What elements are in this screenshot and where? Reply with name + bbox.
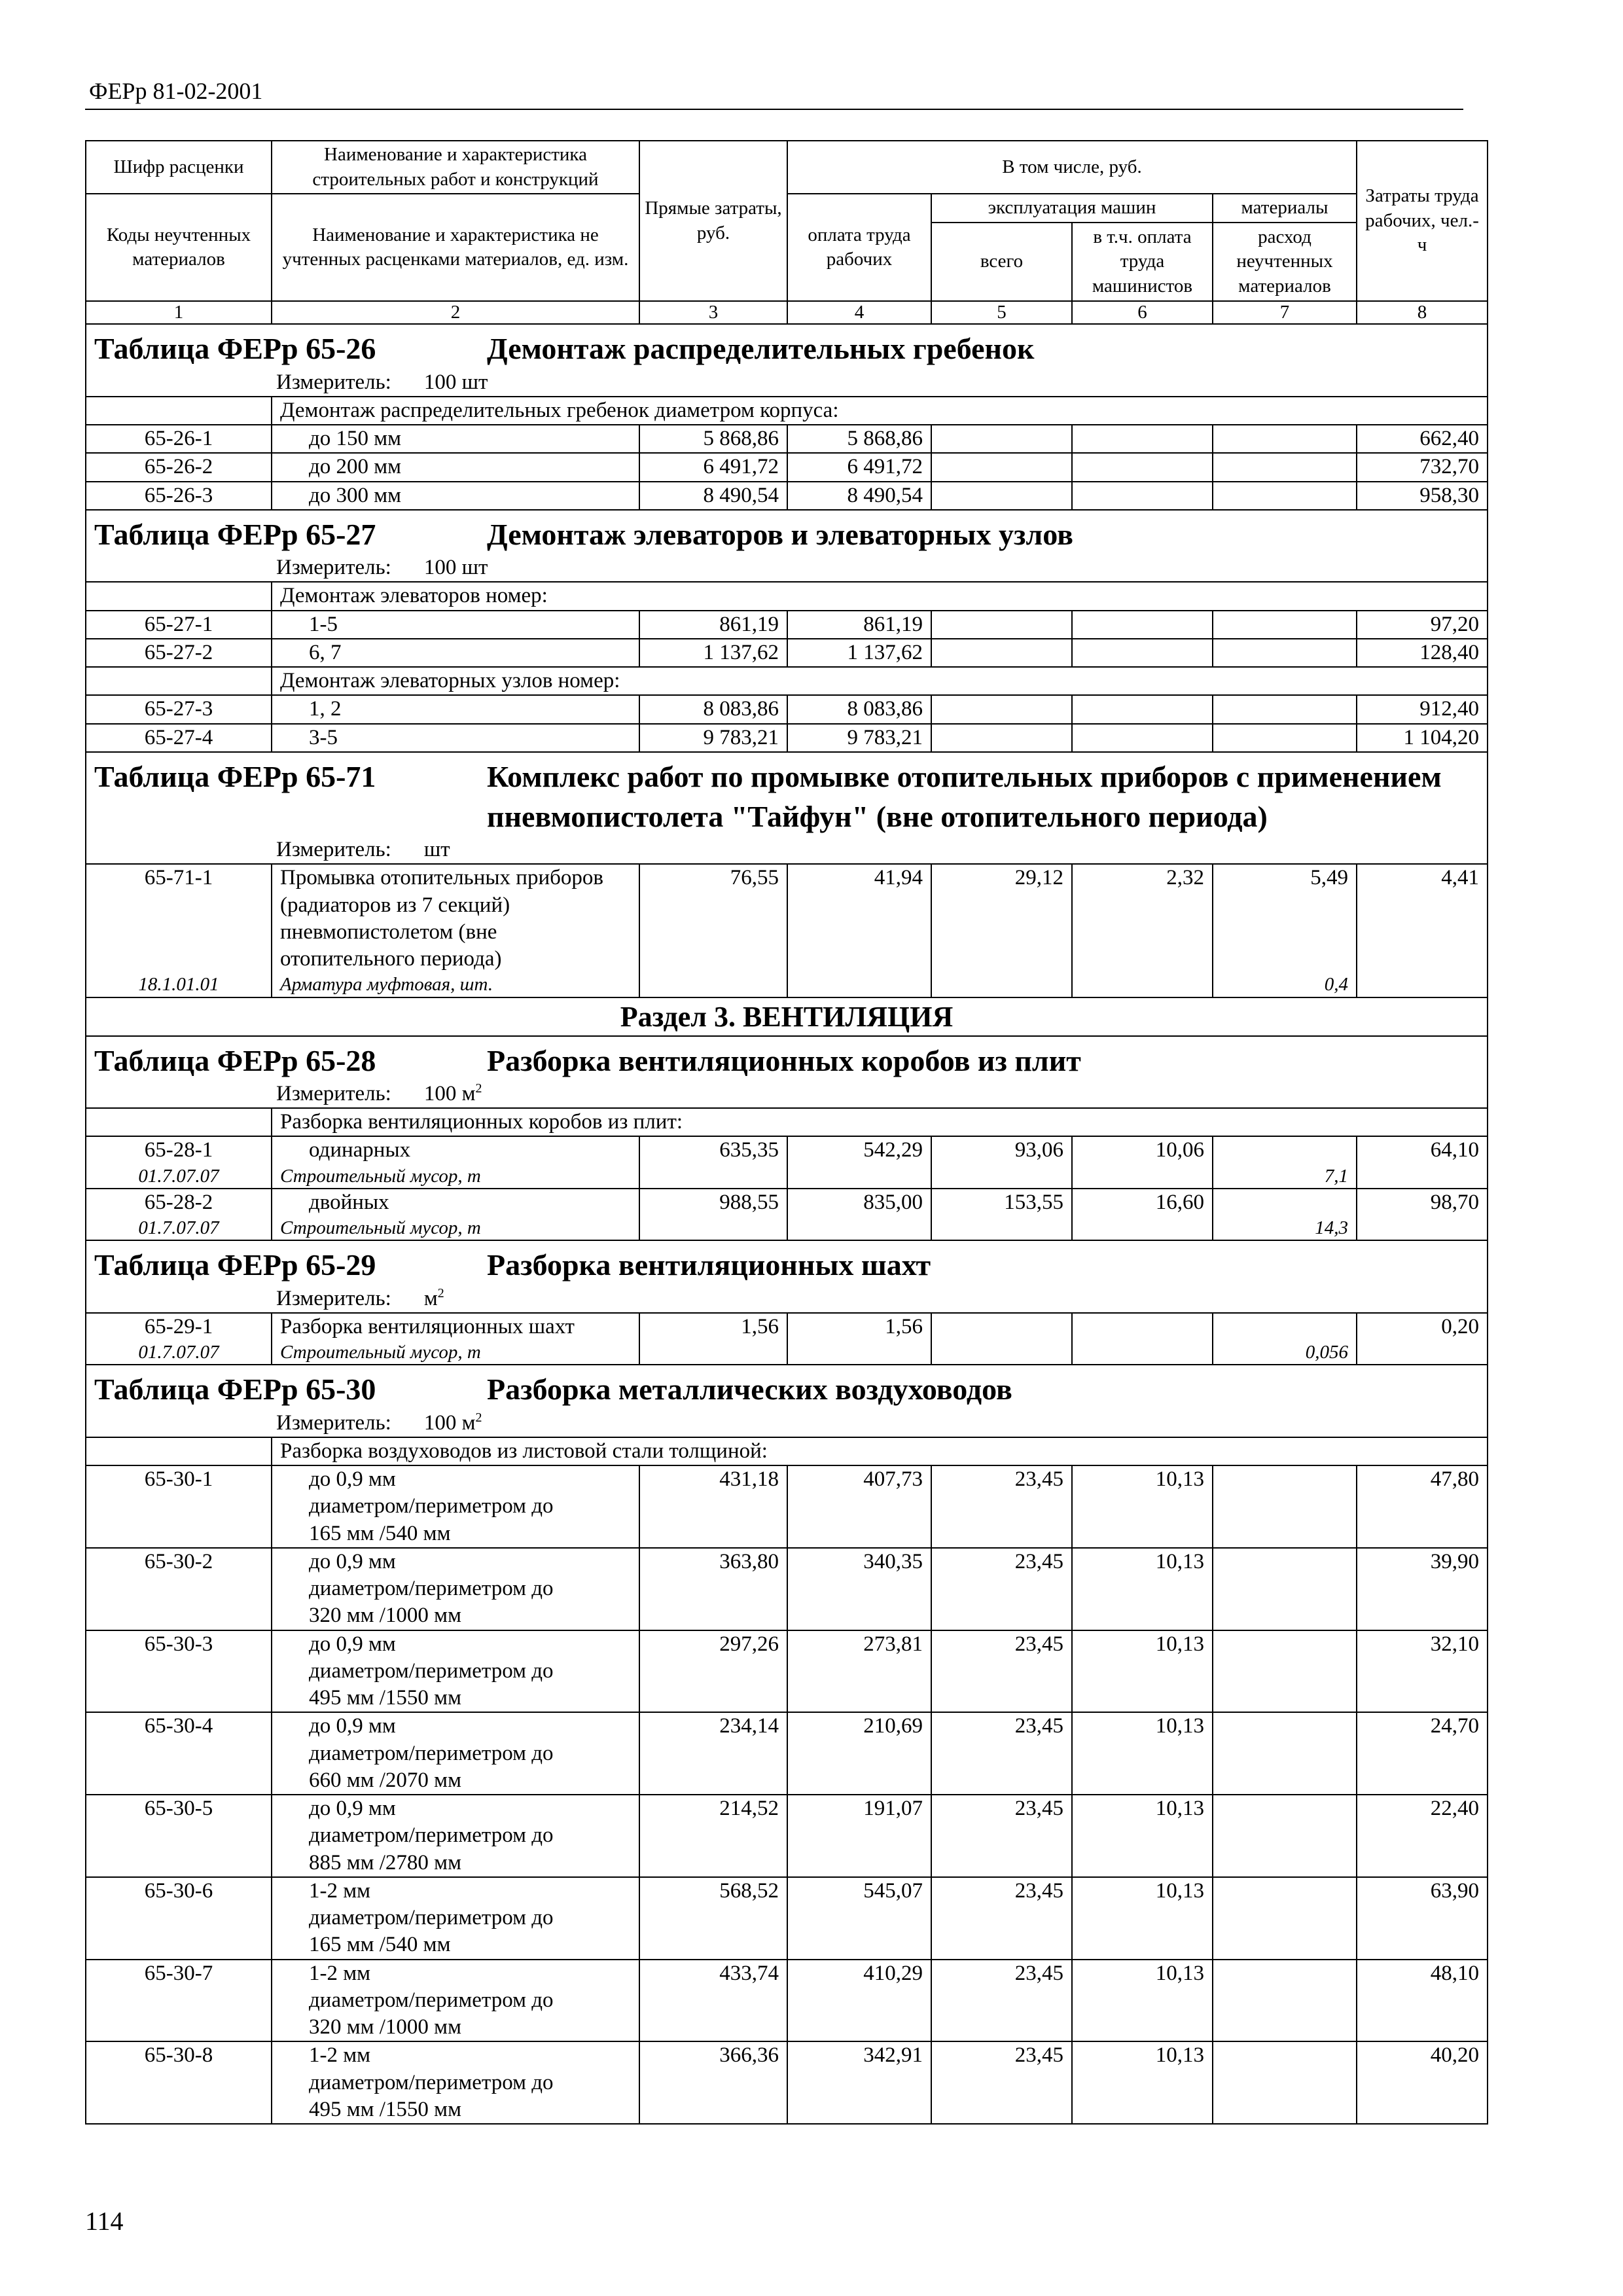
rate-name xyxy=(272,1960,639,2042)
cell-direct: 366,36 xyxy=(639,2041,787,2124)
rate-code: 65-28-2 xyxy=(86,1189,272,1216)
name-line: 885 мм /2780 мм xyxy=(309,1850,461,1874)
cell-labor: 861,19 xyxy=(787,611,931,639)
cell-labor: 191,07 xyxy=(787,1795,931,1877)
measure-value: шт xyxy=(423,838,450,862)
cell-labor: 9 783,21 xyxy=(787,724,931,752)
table-row xyxy=(86,1877,1488,1960)
material-code: 01.7.07.07 xyxy=(86,1340,272,1365)
rate-code: 65-30-4 xyxy=(86,1712,272,1795)
cell-hours: 98,70 xyxy=(1357,1189,1488,1241)
cell-direct: 433,74 xyxy=(639,1960,787,2042)
name-line: диаметром/периметром до xyxy=(309,1659,554,1683)
cell-labor: 1,56 xyxy=(787,1313,931,1365)
rate-name: 1, 2 xyxy=(272,695,639,723)
cell-machines: 23,45 xyxy=(931,1877,1072,1960)
table-title: Комплекс работ по промывке отопительных приборов с применением пневмопистолета "Тайфун" (вне отопительного периода) xyxy=(487,759,1442,833)
rate-name xyxy=(272,1548,639,1630)
table-row xyxy=(86,639,1488,667)
table-row xyxy=(86,1960,1488,2042)
cell-machines: 153,55 xyxy=(931,1189,1072,1241)
head-col6: в т.ч. оплата труда машинистов xyxy=(1072,223,1213,301)
subheading: Демонтаж распределительных гребенок диаметром корпуса: xyxy=(272,397,1488,425)
measure-line xyxy=(86,836,1488,864)
table-row xyxy=(86,1465,1488,1548)
cell-machines: 23,45 xyxy=(931,1548,1072,1630)
measure-line xyxy=(86,1081,1488,1108)
rates-table xyxy=(85,140,1488,2125)
name-line: 495 мм /1550 мм xyxy=(309,1686,461,1710)
col-number: 4 xyxy=(787,301,931,324)
material-code: 01.7.07.07 xyxy=(86,1216,272,1240)
table-title-65-30 xyxy=(86,1365,1488,1409)
col-number: 5 xyxy=(931,301,1072,324)
cell-hours: 63,90 xyxy=(1357,1877,1488,1960)
page-number: 114 xyxy=(85,2206,124,2236)
cell-operators: 10,13 xyxy=(1072,1548,1213,1630)
rate-code: 65-26-1 xyxy=(86,425,272,453)
rate-name xyxy=(272,1465,639,1548)
rate-name: Разборка вентиляционных шахт xyxy=(272,1313,639,1340)
material-amount: 7,1 xyxy=(1213,1164,1357,1189)
cell-hours: 662,40 xyxy=(1357,425,1488,453)
table-number: Таблица ФЕРр 65-27 xyxy=(94,517,376,551)
table-title-65-27 xyxy=(86,510,1488,554)
rate-name xyxy=(272,1630,639,1713)
head-col1-top: Шифр расценки xyxy=(86,141,272,194)
rate-name: до 300 мм xyxy=(272,482,639,510)
measure-label: Измеритель: xyxy=(276,838,391,862)
cell-operators: 10,13 xyxy=(1072,1712,1213,1795)
measure-value: 100 м xyxy=(423,1081,476,1105)
table-title: Разборка металлических воздуховодов xyxy=(487,1372,1012,1407)
material-name: Строительный мусор, т xyxy=(272,1216,639,1240)
name-line: диаметром/периметром до xyxy=(309,1988,554,2012)
rate-name xyxy=(272,1712,639,1795)
table-row xyxy=(86,1548,1488,1630)
cell-labor: 273,81 xyxy=(787,1630,931,1713)
measure-label: Измеритель: xyxy=(276,370,391,394)
rate-code: 65-30-1 xyxy=(86,1465,272,1548)
table-row xyxy=(86,695,1488,723)
rate-code: 65-30-5 xyxy=(86,1795,272,1877)
cell-hours: 958,30 xyxy=(1357,482,1488,510)
name-line: диаметром/периметром до xyxy=(309,1741,554,1765)
table-row xyxy=(86,2041,1488,2124)
measure-value: 100 м xyxy=(423,1410,476,1435)
cell-hours: 912,40 xyxy=(1357,695,1488,723)
cell-hours: 48,10 xyxy=(1357,1960,1488,2042)
cell-hours: 22,40 xyxy=(1357,1795,1488,1877)
col-number: 7 xyxy=(1213,301,1357,324)
name-line: диаметром/периметром до xyxy=(309,1577,554,1601)
cell-machines: 23,45 xyxy=(931,1465,1072,1548)
rate-name: до 150 мм xyxy=(272,425,639,453)
measure-exponent: 2 xyxy=(475,1081,482,1096)
cell-hours: 732,70 xyxy=(1357,453,1488,481)
rate-name xyxy=(272,1795,639,1877)
cell-operators: 16,60 xyxy=(1072,1189,1213,1241)
name-line: до 0,9 мм xyxy=(309,1632,396,1656)
cell-hours: 24,70 xyxy=(1357,1712,1488,1795)
cell-machines: 23,45 xyxy=(931,1795,1072,1877)
cell-labor: 6 491,72 xyxy=(787,453,931,481)
table-row xyxy=(86,482,1488,510)
col-number: 3 xyxy=(639,301,787,324)
subheading: Демонтаж элеваторов номер: xyxy=(272,582,1488,610)
cell-direct: 1,56 xyxy=(639,1313,787,1365)
header-rule xyxy=(85,109,1463,110)
table-row xyxy=(86,1189,1488,1216)
name-line: диаметром/периметром до xyxy=(309,1494,554,1518)
table-title: Демонтаж распределительных гребенок xyxy=(487,332,1035,366)
cell-hours: 97,20 xyxy=(1357,611,1488,639)
head-machines: эксплуатация машин xyxy=(931,194,1213,223)
measure-value: 100 шт xyxy=(423,556,488,579)
rate-code: 65-26-2 xyxy=(86,453,272,481)
col-number: 6 xyxy=(1072,301,1213,324)
cell-labor: 5 868,86 xyxy=(787,425,931,453)
table-row xyxy=(86,1630,1488,1713)
cell-machines: 23,45 xyxy=(931,2041,1072,2124)
table-number: Таблица ФЕРр 65-29 xyxy=(94,1248,376,1282)
name-line: 320 мм /1000 мм xyxy=(309,2015,461,2039)
cell-direct: 635,35 xyxy=(639,1136,787,1189)
cell-operators: 10,13 xyxy=(1072,1465,1213,1548)
table-row xyxy=(86,453,1488,481)
cell-direct: 9 783,21 xyxy=(639,724,787,752)
rate-code: 65-28-1 xyxy=(86,1136,272,1164)
rate-name xyxy=(272,2041,639,2124)
name-line: 660 мм /2070 мм xyxy=(309,1768,461,1792)
cell-hours: 32,10 xyxy=(1357,1630,1488,1713)
measure-exponent: 2 xyxy=(437,1285,444,1300)
name-line: 165 мм /540 мм xyxy=(309,1933,451,1957)
table-number: Таблица ФЕРр 65-26 xyxy=(94,332,376,366)
table-row xyxy=(86,1712,1488,1795)
material-code: 18.1.01.01 xyxy=(86,973,272,997)
measure-line xyxy=(86,1285,1488,1313)
rate-name: одинарных xyxy=(272,1136,639,1164)
measure-value: 100 шт xyxy=(423,370,488,394)
cell-labor: 545,07 xyxy=(787,1877,931,1960)
cell-labor: 41,94 xyxy=(787,864,931,997)
name-line: 165 мм /540 мм xyxy=(309,1521,451,1545)
head-col2-top: Наименование и характеристика строительных работ и конструкций xyxy=(272,141,639,194)
cell-labor: 835,00 xyxy=(787,1189,931,1241)
material-amount: 0,4 xyxy=(1213,973,1357,997)
cell-operators: 10,13 xyxy=(1072,1795,1213,1877)
cell-hours: 64,10 xyxy=(1357,1136,1488,1189)
cell-labor: 542,29 xyxy=(787,1136,931,1189)
cell-direct: 76,55 xyxy=(639,864,787,997)
rate-name: двойных xyxy=(272,1189,639,1216)
table-title: Разборка вентиляционных шахт xyxy=(487,1248,931,1282)
rate-code: 65-27-4 xyxy=(86,724,272,752)
table-row xyxy=(86,611,1488,639)
rate-name xyxy=(272,1877,639,1960)
rate-code: 65-27-3 xyxy=(86,695,272,723)
table-row xyxy=(86,864,1488,973)
rate-code: 65-30-7 xyxy=(86,1960,272,2042)
table-row xyxy=(86,724,1488,752)
cell-direct: 8 083,86 xyxy=(639,695,787,723)
rate-code: 65-30-3 xyxy=(86,1630,272,1713)
name-line: до 0,9 мм xyxy=(309,1549,396,1573)
name-line: 495 мм /1550 мм xyxy=(309,2097,461,2121)
col-number: 2 xyxy=(272,301,639,324)
measure-line xyxy=(86,554,1488,582)
head-col5: всего xyxy=(931,223,1072,301)
measure-value: м xyxy=(423,1286,438,1310)
head-incl: В том числе, руб. xyxy=(787,141,1357,194)
cell-operators: 10,13 xyxy=(1072,1960,1213,2042)
cell-operators: 2,32 xyxy=(1072,864,1213,997)
head-materials: материалы xyxy=(1213,194,1357,223)
cell-labor: 1 137,62 xyxy=(787,639,931,667)
rate-code: 65-71-1 xyxy=(86,864,272,973)
rate-name: Промывка отопительных приборов (радиаторов из 7 секций) пневмопистолетом (вне отопительного периода) xyxy=(272,864,639,973)
head-col2-bottom: Наименование и характеристика не учтенных расценками материалов, ед. изм. xyxy=(272,194,639,301)
table-title-65-71 xyxy=(86,752,1488,836)
name-line: 1-2 мм xyxy=(309,2043,371,2068)
subheading: Разборка воздуховодов из листовой стали толщиной: xyxy=(272,1437,1488,1465)
cell-labor: 210,69 xyxy=(787,1712,931,1795)
head-col7: расход неучтенных материалов xyxy=(1213,223,1357,301)
cell-operators: 10,06 xyxy=(1072,1136,1213,1189)
cell-hours: 4,41 xyxy=(1357,864,1488,997)
cell-labor: 8 490,54 xyxy=(787,482,931,510)
cell-direct: 297,26 xyxy=(639,1630,787,1713)
cell-direct: 363,80 xyxy=(639,1548,787,1630)
cell-direct: 8 490,54 xyxy=(639,482,787,510)
head-col1-bottom: Коды неучтенных материалов xyxy=(86,194,272,301)
measure-label: Измеритель: xyxy=(276,556,391,579)
cell-direct: 568,52 xyxy=(639,1877,787,1960)
name-line: до 0,9 мм xyxy=(309,1797,396,1821)
col-number: 8 xyxy=(1357,301,1488,324)
material-name: Строительный мусор, т xyxy=(272,1340,639,1365)
measure-label: Измеритель: xyxy=(276,1410,391,1435)
cell-direct: 431,18 xyxy=(639,1465,787,1548)
cell-machines: 23,45 xyxy=(931,1630,1072,1713)
name-line: 320 мм /1000 мм xyxy=(309,1604,461,1628)
cell-machines: 93,06 xyxy=(931,1136,1072,1189)
head-col3: Прямые затраты, руб. xyxy=(639,141,787,301)
table-row xyxy=(86,1313,1488,1340)
subheading: Разборка вентиляционных коробов из плит: xyxy=(272,1108,1488,1136)
material-name: Арматура муфтовая, шт. xyxy=(272,973,639,997)
rate-code: 65-30-8 xyxy=(86,2041,272,2124)
measure-label: Измеритель: xyxy=(276,1081,391,1105)
rate-name: до 200 мм xyxy=(272,453,639,481)
material-amount: 0,056 xyxy=(1213,1340,1357,1365)
table-title: Разборка вентиляционных коробов из плит xyxy=(487,1043,1081,1077)
cell-hours: 128,40 xyxy=(1357,639,1488,667)
name-line: диаметром/периметром до xyxy=(309,2070,554,2094)
table-number: Таблица ФЕРр 65-28 xyxy=(94,1043,376,1077)
cell-machines: 23,45 xyxy=(931,1960,1072,2042)
material-code: 01.7.07.07 xyxy=(86,1164,272,1189)
cell-hours: 40,20 xyxy=(1357,2041,1488,2124)
subheading: Демонтаж элеваторных узлов номер: xyxy=(272,667,1488,695)
cell-labor: 342,91 xyxy=(787,2041,931,2124)
measure-exponent: 2 xyxy=(475,1410,482,1425)
cell-hours: 1 104,20 xyxy=(1357,724,1488,752)
table-title-65-28 xyxy=(86,1036,1488,1081)
table-title: Демонтаж элеваторов и элеваторных узлов xyxy=(487,517,1073,551)
cell-operators: 10,13 xyxy=(1072,1630,1213,1713)
measure-label: Измеритель: xyxy=(276,1286,391,1310)
name-line: 1-2 мм xyxy=(309,1961,371,1985)
cell-direct: 214,52 xyxy=(639,1795,787,1877)
name-line: до 0,9 мм xyxy=(309,1714,396,1738)
table-number: Таблица ФЕРр 65-71 xyxy=(94,759,376,793)
rate-code: 65-27-1 xyxy=(86,611,272,639)
rate-name: 6, 7 xyxy=(272,639,639,667)
table-row xyxy=(86,1136,1488,1164)
rate-code: 65-30-2 xyxy=(86,1548,272,1630)
cell-hours: 47,80 xyxy=(1357,1465,1488,1548)
document-header: ФЕРр 81-02-2001 xyxy=(89,78,263,104)
cell-labor: 8 083,86 xyxy=(787,695,931,723)
cell-direct: 861,19 xyxy=(639,611,787,639)
cell-direct: 988,55 xyxy=(639,1189,787,1241)
section-heading: Раздел 3. ВЕНТИЛЯЦИЯ xyxy=(86,997,1488,1036)
table-number: Таблица ФЕРр 65-30 xyxy=(94,1372,376,1407)
name-line: диаметром/периметром до xyxy=(309,1823,554,1848)
cell-hours: 39,90 xyxy=(1357,1548,1488,1630)
head-col8: Затраты труда рабочих, чел.-ч xyxy=(1357,141,1488,301)
col-number: 1 xyxy=(86,301,272,324)
rate-code: 65-26-3 xyxy=(86,482,272,510)
cell-hours: 0,20 xyxy=(1357,1313,1488,1365)
table-title-65-26 xyxy=(86,324,1488,368)
rate-code: 65-27-2 xyxy=(86,639,272,667)
name-line: 1-2 мм xyxy=(309,1878,371,1903)
measure-line xyxy=(86,1410,1488,1437)
cell-operators: 10,13 xyxy=(1072,1877,1213,1960)
rate-code: 65-29-1 xyxy=(86,1313,272,1340)
cell-direct: 234,14 xyxy=(639,1712,787,1795)
head-col4: оплата труда рабочих xyxy=(787,194,931,301)
rate-code: 65-30-6 xyxy=(86,1877,272,1960)
measure-line xyxy=(86,369,1488,397)
cell-machines: 23,45 xyxy=(931,1712,1072,1795)
rate-name: 3-5 xyxy=(272,724,639,752)
material-amount: 14,3 xyxy=(1213,1216,1357,1240)
cell-machines: 29,12 xyxy=(931,864,1072,997)
cell-labor: 340,35 xyxy=(787,1548,931,1630)
cell-labor: 410,29 xyxy=(787,1960,931,2042)
cell-direct: 6 491,72 xyxy=(639,453,787,481)
cell-labor: 407,73 xyxy=(787,1465,931,1548)
table-title-65-29 xyxy=(86,1240,1488,1285)
cell-direct: 5 868,86 xyxy=(639,425,787,453)
name-line: диаметром/периметром до xyxy=(309,1906,554,1930)
table-row xyxy=(86,1795,1488,1877)
name-line: до 0,9 мм xyxy=(309,1467,396,1492)
cell-materials: 5,49 xyxy=(1213,864,1357,973)
rate-name: 1-5 xyxy=(272,611,639,639)
cell-operators: 10,13 xyxy=(1072,2041,1213,2124)
table-row xyxy=(86,425,1488,453)
cell-direct: 1 137,62 xyxy=(639,639,787,667)
material-name: Строительный мусор, т xyxy=(272,1164,639,1189)
